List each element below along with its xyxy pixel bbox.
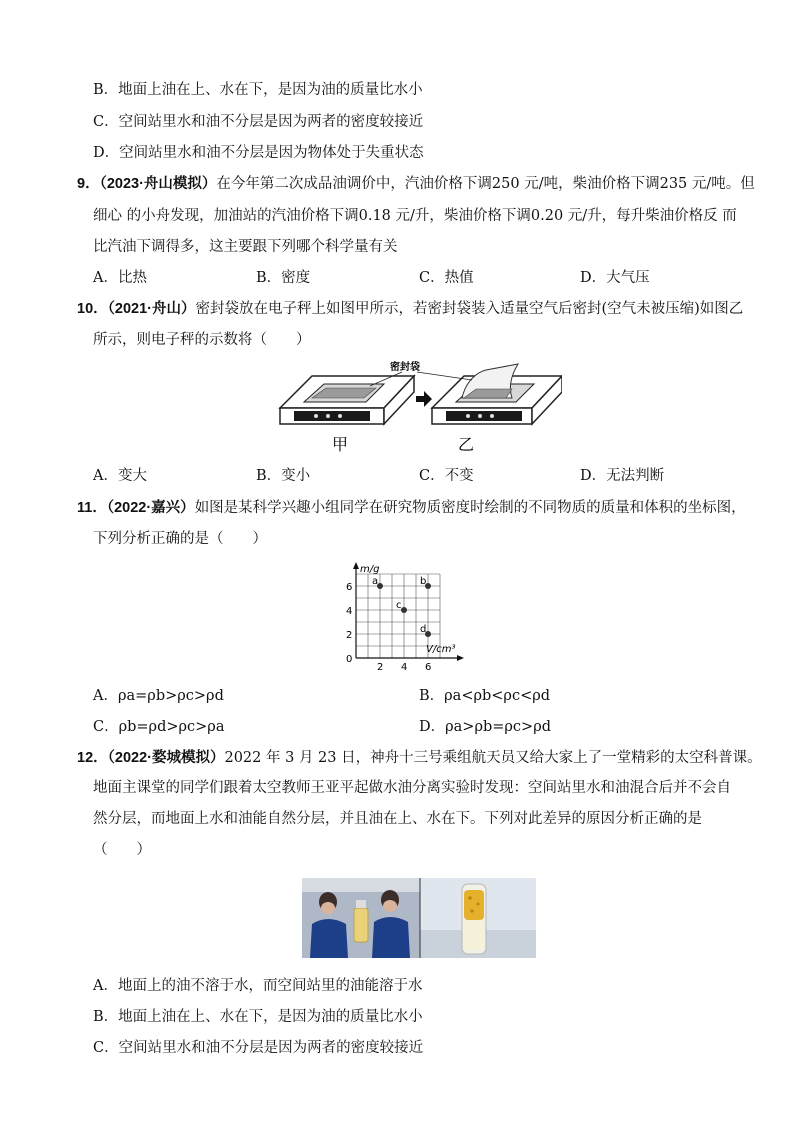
arrow-icon [416,391,432,407]
prev-option-b: B．地面上油在上、水在下，是因为油的质量比水小 [93,82,423,98]
chart-points [372,576,431,637]
q12-line2: 地面主课堂的同学们跟着太空教师王亚平起做水油分离实验时发现：空间站里水和油混合后并不会自 [93,780,731,796]
question-source: （2022·婺城模拟） [107,750,225,766]
q12-line4: （ ） [93,842,151,858]
y-tick-label: 4 [346,606,353,617]
x-tick-label: 2 [377,662,384,673]
q11-line2: 下列分析正确的是（ ） [93,531,267,547]
chart-ticks [346,582,431,673]
q12-option-c: C．空间站里水和油不分层是因为两者的密度较接近 [93,1040,424,1056]
question-text: 密封袋放在电子秤上如图甲所示，若密封袋装入适量空气后密封(空气未被压缩)如图乙 [195,301,744,317]
q12-line1 [77,748,762,768]
question-text: 在今年第二次成品油调价中，汽油价格下调250 元/吨，柴油价格下调235 元/吨。但 [216,176,755,192]
data-point-c [401,607,407,613]
q11-option-a: A．ρa=ρb>ρc>ρd [93,688,224,704]
x-tick-label: 6 [425,662,432,673]
question-text: 如图是某科学兴趣小组同学在研究物质密度时绘制的不同物质的质量和体积的坐标图， [194,500,746,516]
y-tick-label: 2 [346,630,353,641]
question-number: 10． [77,301,108,317]
q9-line1 [77,174,755,194]
question-number: 9． [77,176,100,192]
bag-label: 密封袋 [390,362,420,373]
x-axis-arrow [457,655,464,661]
question-source: （2023·舟山模拟） [99,176,217,192]
y-axis-label: m/g [360,564,380,575]
q9-option-d: D．大气压 [580,270,650,286]
q10-option-b: B．变小 [256,468,311,484]
scale-figure [272,358,562,456]
experiment-photo [302,878,536,958]
q12-line3: 然分层，而地面上水和油能自然分层，并且油在上、水在下。下列对此差异的原因分析正确的是 [93,811,702,827]
q11-option-d: D．ρa>ρb=ρc>ρd [419,719,552,735]
x-axis-label: V/cm³ [426,644,456,655]
q10-option-a: A．变大 [93,468,147,484]
q10-line2: 所示，则电子秤的示数将（ ） [93,332,311,348]
scale-left [280,376,414,424]
caption-right: 乙 [458,435,475,454]
question-number: 12． [77,750,108,766]
q10-line1 [77,299,743,319]
q11-option-b: B．ρa<ρb<ρc<ρd [419,688,551,704]
x-tick-label: 4 [401,662,408,673]
data-label-b: b [420,576,427,587]
y-tick-label: 0 [346,654,353,665]
data-label-d: d [420,624,427,635]
q12-option-b: B．地面上油在上、水在下，是因为油的质量比水小 [93,1009,423,1025]
question-source: （2022·嘉兴） [106,500,195,516]
q9-line3: 比汽油下调得多，这主要跟下列哪个科学量有关 [93,239,398,255]
q10-option-d: D．无法判断 [580,468,665,484]
bottle-panel [420,878,536,958]
astronaut-panel [302,878,420,958]
caption-left: 甲 [332,435,349,454]
q11-option-c: C．ρb=ρd>ρc>ρa [93,719,225,735]
q11-line1 [77,498,746,518]
q9-option-c: C．热值 [419,270,474,286]
y-axis-arrow [353,562,359,569]
question-source: （2021·舟山） [107,301,196,317]
q9-option-b: B．密度 [256,270,311,286]
y-tick-label: 6 [346,582,353,593]
prev-option-c: C．空间站里水和油不分层是因为两者的密度较接近 [93,114,424,130]
density-chart [338,558,508,678]
question-text: 2022 年 3 月 23 日，神舟十三号乘组航天员又给大家上了一堂精彩的太空科普课。 [224,750,762,766]
scale-right [432,364,562,424]
prev-option-d: D．空间站里水和油不分层是因为物体处于失重状态 [93,145,424,161]
q9-option-a: A．比热 [93,270,147,286]
q9-line2: 细心 的小舟发现，加油站的汽油价格下调0.18 元/升，柴油价格下调0.20 元/升，每升柴油价格反 而 [93,208,737,224]
question-number: 11． [77,500,107,516]
q10-option-c: C．不变 [419,468,474,484]
data-label-c: c [396,600,402,611]
q12-option-a: A．地面上的油不溶于水，而空间站里的油能溶于水 [93,978,423,994]
data-label-a: a [372,576,379,587]
